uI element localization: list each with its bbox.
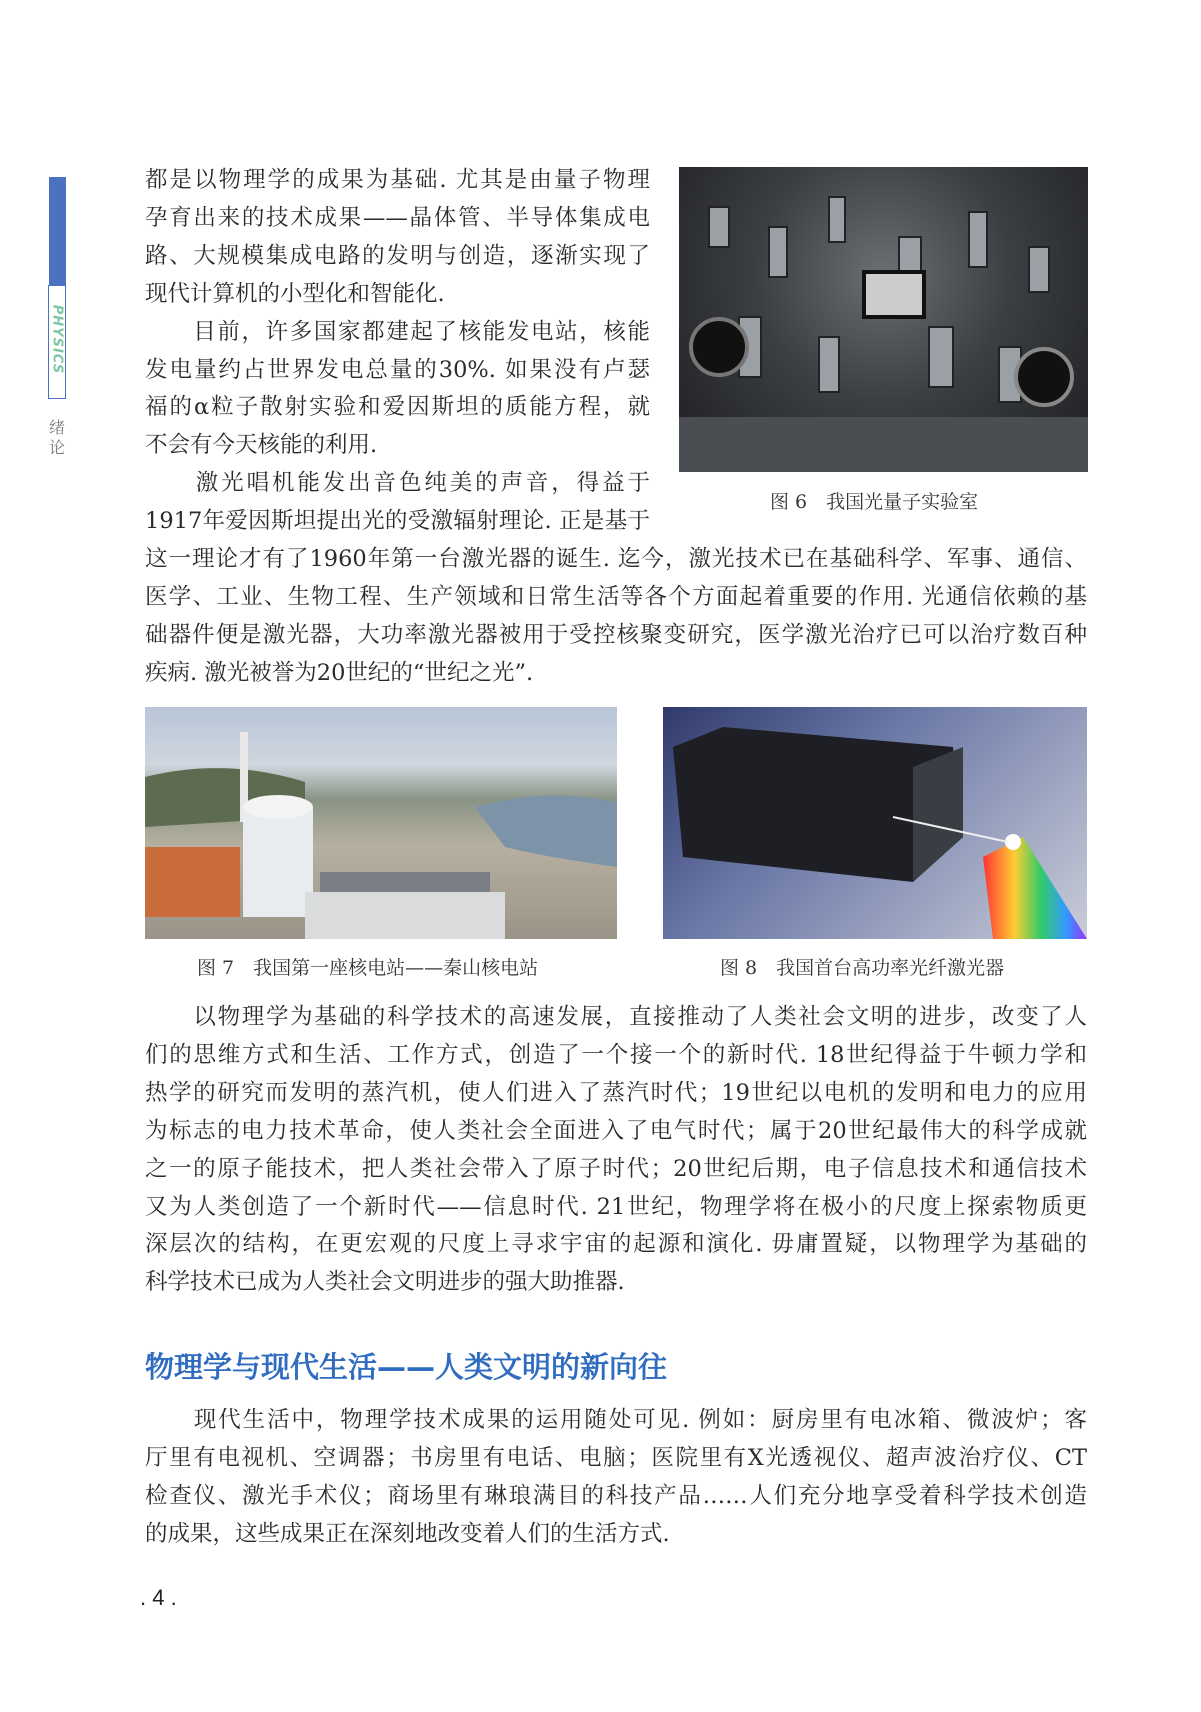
text-line: 础器件便是激光器，大功率激光器被用于受控核聚变研究，医学激光治疗已可以治疗数百种 — [145, 621, 1087, 648]
text-line: 激光唱机能发出音色纯美的声音，得益于 — [145, 470, 650, 497]
optics-lab-illustration — [679, 167, 1088, 472]
text-line: 孕育出来的技术成果——晶体管、半导体集成电 — [145, 204, 650, 231]
figure-6-caption: 图 6 我国光量子实验室 — [770, 491, 979, 513]
nuclear-plant-illustration — [145, 707, 617, 939]
text-line: 1917年爱因斯坦提出光的受激辐射理论. 正是基于 — [145, 508, 650, 535]
text-line: 们的思维方式和生活、工作方式，创造了一个接一个的新时代. 18世纪得益于牛顿力学和 — [145, 1041, 1087, 1068]
sidebar-color-bar — [49, 177, 66, 285]
chapter-label: 绪论 — [49, 418, 66, 457]
figure-8-image — [663, 707, 1087, 939]
fiber-laser-illustration — [663, 707, 1087, 939]
subject-label: PHYSICS — [49, 304, 65, 375]
text-line: 都是以物理学的成果为基础. 尤其是由量子物理 — [145, 167, 650, 193]
text-line: 不会有今天核能的利用. — [145, 432, 378, 459]
text-line: 路、大规模集成电路的发明与创造，逐渐实现了 — [145, 242, 650, 269]
text-line: 福的α粒子散射实验和爱因斯坦的质能方程，就 — [145, 394, 650, 421]
text-line: 厅里有电视机、空调器；书房里有电话、电脑；医院里有X光透视仪、超声波治疗仪、CT — [145, 1444, 1087, 1471]
text-line: 为标志的电力技术革命，使人类社会全面进入了电气时代；属于20世纪最伟大的科学成就 — [145, 1117, 1087, 1144]
text-line: 目前，许多国家都建起了核能发电站，核能 — [145, 318, 650, 345]
figure-8-caption: 图 8 我国首台高功率光纤激光器 — [720, 957, 1005, 979]
figure-7-caption: 图 7 我国第一座核电站——秦山核电站 — [197, 957, 539, 979]
section-heading: 物理学与现代生活——人类文明的新向往 — [145, 1350, 668, 1384]
page-number: . 4 . — [140, 1585, 177, 1610]
text-line: 科学技术已成为人类社会文明进步的强大助推器. — [145, 1269, 625, 1296]
text-line: 又为人类创造了一个新时代——信息时代. 21世纪，物理学将在极小的尺度上探索物质更 — [145, 1193, 1087, 1220]
text-line: 热学的研究而发明的蒸汽机，使人们进入了蒸汽时代；19世纪以电机的发明和电力的应用 — [145, 1079, 1087, 1106]
text-line: 以物理学为基础的科学技术的高速发展，直接推动了人类社会文明的进步，改变了人 — [145, 1004, 1087, 1030]
figure-7-image — [145, 707, 617, 939]
figure-6-image — [679, 167, 1088, 472]
text-line: 的成果，这些成果正在深刻地改变着人们的生活方式. — [145, 1520, 670, 1547]
text-line: 这一理论才有了1960年第一台激光器的诞生. 迄今，激光技术已在基础科学、军事、通信、 — [145, 546, 1087, 572]
text-line: 现代生活中，物理学技术成果的运用随处可见. 例如：厨房里有电冰箱、微波炉；客 — [145, 1407, 1087, 1433]
text-line: 发电量约占世界发电总量的30%. 如果没有卢瑟 — [145, 356, 650, 383]
text-line: 之一的原子能技术，把人类社会带入了原子时代；20世纪后期，电子信息技术和通信技术 — [145, 1155, 1087, 1182]
text-line: 现代计算机的小型化和智能化. — [145, 280, 445, 307]
text-line: 深层次的结构，在更宏观的尺度上寻求宇宙的起源和演化. 毋庸置疑，以物理学为基础的 — [145, 1231, 1087, 1258]
text-line: 疾病. 激光被誉为20世纪的“世纪之光”. — [145, 659, 534, 686]
text-line: 检查仪、激光手术仪；商场里有琳琅满目的科技产品……人们充分地享受着科学技术创造 — [145, 1482, 1087, 1509]
sidebar-subject-tab — [48, 285, 66, 399]
text-line: 医学、工业、生物工程、生产领域和日常生活等各个方面起着重要的作用. 光通信依赖的基 — [145, 583, 1087, 610]
